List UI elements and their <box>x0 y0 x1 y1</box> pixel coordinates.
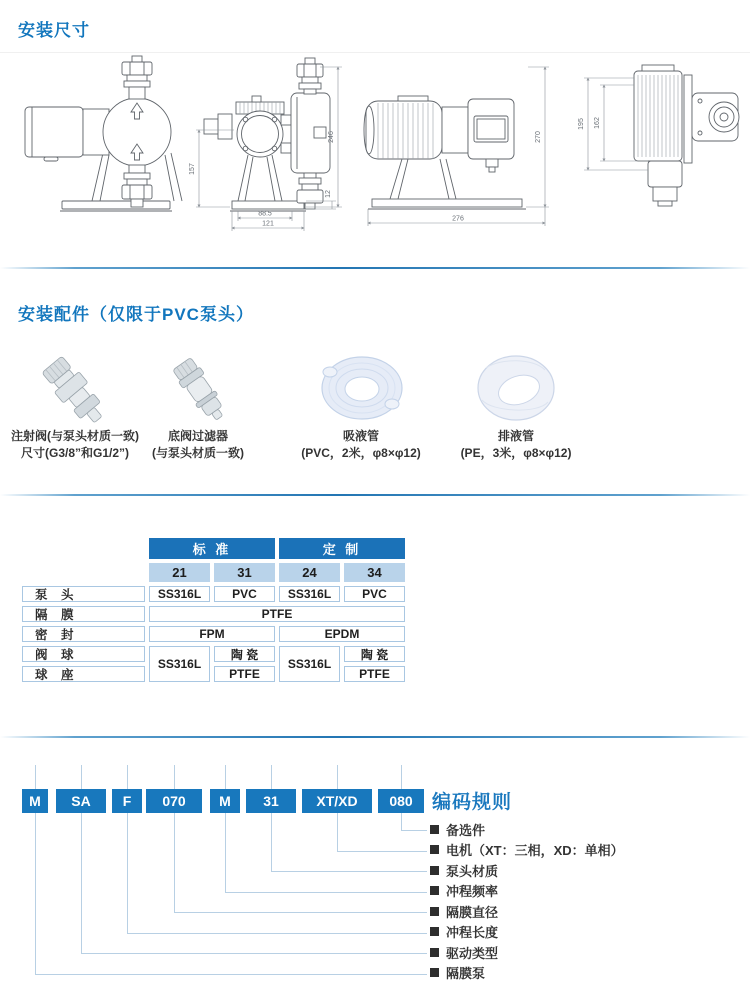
bullet-square-icon <box>430 866 439 875</box>
cell-valve-ball-21: SS316L <box>149 646 210 682</box>
suction-tube-image <box>322 357 402 419</box>
cell-pump-head-31: PVC <box>214 586 275 602</box>
pump-side-view <box>189 58 342 231</box>
header-hairline <box>0 52 750 53</box>
table-col-21: 21 <box>149 563 210 582</box>
dim-12: 12 <box>325 190 332 198</box>
legend-item-head-material: 泵头材质 <box>430 860 624 881</box>
connector-tick <box>127 765 128 789</box>
table-col-31: 31 <box>214 563 275 582</box>
code-block-m1: M <box>22 789 48 813</box>
section-divider-2 <box>0 494 750 496</box>
dim-195: 195 <box>578 118 585 130</box>
code-block-m2: M <box>210 789 240 813</box>
accessory-label-foot-valve <box>148 428 248 462</box>
accessory-label-injection-valve <box>10 428 140 462</box>
code-block-31: 31 <box>246 789 296 813</box>
section-divider-1 <box>0 267 750 269</box>
accessory-name: 吸液管 <box>342 429 379 443</box>
legend-item-stroke-frequency: 冲程频率 <box>430 881 624 902</box>
installation-drawings <box>0 55 750 245</box>
pump-front-view <box>25 56 182 211</box>
accessory-detail: (PVC，2米，φ8×φ12) <box>301 446 421 460</box>
code-block-sa: SA <box>56 789 106 813</box>
cell-valve-ball-24: SS316L <box>279 646 340 682</box>
bullet-square-icon <box>430 907 439 916</box>
dim-246: 246 <box>328 131 335 143</box>
legend-item-diaphragm-pump: 隔膜泵 <box>430 963 624 984</box>
foot-valve-filter-image <box>171 356 230 425</box>
bullet-square-icon <box>430 948 439 957</box>
cell-diaphragm: PTFE <box>149 606 405 622</box>
accessories-images <box>0 350 750 428</box>
connector-tick <box>35 765 36 789</box>
code-block-070: 070 <box>146 789 202 813</box>
row-label-pump-head: 泵 头 <box>22 586 145 602</box>
cell-pump-head-34: PVC <box>344 586 405 602</box>
cell-pump-head-24: SS316L <box>279 586 340 602</box>
row-label-seal: 密 封 <box>22 626 145 642</box>
table-col-24: 24 <box>279 563 340 582</box>
dim-157: 157 <box>189 163 196 175</box>
section-title-dimensions: 安装尺寸 <box>18 21 90 40</box>
connector-tick <box>225 765 226 789</box>
injection-valve-image <box>40 354 111 428</box>
connector-tick <box>271 765 272 789</box>
accessory-detail: (与泵头材质一致) <box>152 446 244 460</box>
legend-item-drive-type: 驱动类型 <box>430 942 624 963</box>
cell-ball-seat-34: PTFE <box>344 666 405 682</box>
accessory-name: 底阀过滤器 <box>167 429 228 443</box>
coding-section <box>0 760 750 998</box>
table-header-standard: 标 准 <box>149 538 275 559</box>
dim-121: 121 <box>262 220 274 228</box>
cell-pump-head-21: SS316L <box>149 586 210 602</box>
accessory-detail: (PE，3米，φ8×φ12) <box>460 446 572 460</box>
cell-ball-seat-31: PTFE <box>214 666 275 682</box>
legend-item-stroke-length: 冲程长度 <box>430 922 624 943</box>
connector-tick <box>174 765 175 789</box>
bullet-square-icon <box>430 845 439 854</box>
row-label-diaphragm: 隔 膜 <box>22 606 145 622</box>
pump-top-view <box>578 65 739 206</box>
dim-270: 270 <box>535 131 542 143</box>
accessory-detail: 尺寸(G3/8”和G1/2”) <box>20 446 130 460</box>
accessory-name: 排液管 <box>497 429 534 443</box>
code-block-f: F <box>112 789 142 813</box>
connector-line <box>401 813 427 831</box>
bullet-square-icon <box>430 825 439 834</box>
connector-tick <box>81 765 82 789</box>
bullet-square-icon <box>430 886 439 895</box>
bullet-square-icon <box>430 927 439 936</box>
table-header-custom: 定 制 <box>279 538 405 559</box>
cell-seal-custom: EPDM <box>279 626 405 642</box>
accessory-label-suction-tube <box>288 428 434 462</box>
dim-88-5: 88.5 <box>258 210 272 218</box>
pump-side-view-2 <box>364 67 549 226</box>
code-block-080: 080 <box>378 789 424 813</box>
cell-seal-standard: FPM <box>149 626 275 642</box>
cell-valve-ball-34: 陶 瓷 <box>344 646 405 662</box>
connector-tick <box>401 765 402 789</box>
legend-item-options: 备选件 <box>430 819 624 840</box>
dim-276: 276 <box>452 215 464 223</box>
discharge-tube-image <box>478 356 554 420</box>
dim-162: 162 <box>594 117 601 129</box>
bullet-square-icon <box>430 968 439 977</box>
section-title-accessories: 安装配件（仅限于PVC泵头） <box>18 305 254 324</box>
accessory-label-discharge-tube <box>443 428 589 462</box>
section-divider-3 <box>0 736 750 738</box>
code-block-xtxd: XT/XD <box>302 789 372 813</box>
table-col-34: 34 <box>344 563 405 582</box>
materials-table <box>22 538 405 682</box>
connector-tick <box>337 765 338 789</box>
coding-rule-title: 编码规则 <box>432 792 513 813</box>
row-label-valve-ball: 阀 球 <box>22 646 145 662</box>
legend-item-motor: 电机（XT：三相，XD：单相） <box>430 840 624 861</box>
cell-valve-ball-31: 陶 瓷 <box>214 646 275 662</box>
coding-legend <box>430 819 624 983</box>
row-label-ball-seat: 球 座 <box>22 666 145 682</box>
legend-item-diaphragm-diameter: 隔膜直径 <box>430 901 624 922</box>
accessory-name: 注射阀(与泵头材质一致) <box>11 429 139 443</box>
